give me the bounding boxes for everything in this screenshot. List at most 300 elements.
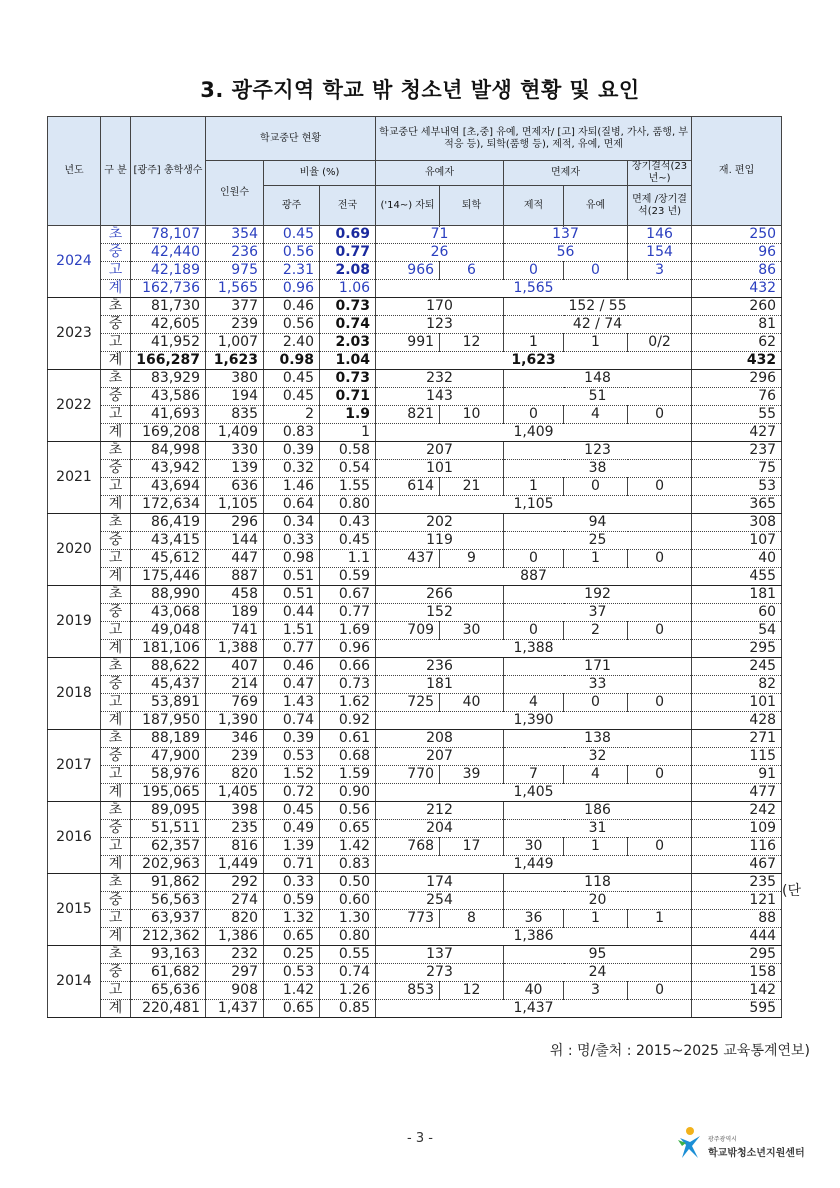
table-row (48, 1000, 782, 1018)
gwangju-ratio-cell: 1.52 (264, 766, 320, 784)
national-ratio-cell: 1.69 (320, 622, 376, 640)
header-voluntary: ('14~) 자퇴 (376, 186, 440, 226)
category-cell: 고 (101, 622, 131, 640)
exempt-long-cell: 0 (628, 406, 692, 424)
national-ratio-cell: 0.77 (320, 244, 376, 262)
gwangju-ratio-cell: 0.51 (264, 586, 320, 604)
category-cell: 중 (101, 244, 131, 262)
gwangju-ratio-cell: 0.45 (264, 802, 320, 820)
reenroll-cell: 75 (692, 460, 782, 478)
removed-cell: 4 (504, 694, 564, 712)
reenroll-cell: 142 (692, 982, 782, 1000)
reenroll-cell: 237 (692, 442, 782, 460)
enrolled-cell: 41,693 (131, 406, 206, 424)
category-cell: 고 (101, 982, 131, 1000)
table-row (48, 622, 782, 640)
table-row (48, 712, 782, 730)
enrolled-cell: 43,586 (131, 388, 206, 406)
unit-fragment: (단 (782, 883, 801, 899)
gwangju-ratio-cell: 0.47 (264, 676, 320, 694)
gwangju-ratio-cell: 0.33 (264, 874, 320, 892)
enrolled-cell: 91,862 (131, 874, 206, 892)
deferred-cell: 207 (376, 748, 504, 766)
exempt-cell: 33 (504, 676, 692, 694)
detail-sum-cell: 1,449 (376, 856, 692, 874)
header-long-absence: 장기결석(23년~) (628, 161, 692, 186)
count-cell: 239 (206, 316, 264, 334)
deferral-cell: 1 (564, 838, 628, 856)
expelled-cell: 6 (440, 262, 504, 280)
count-cell: 292 (206, 874, 264, 892)
count-cell: 908 (206, 982, 264, 1000)
national-ratio-cell: 1.42 (320, 838, 376, 856)
count-cell: 1,449 (206, 856, 264, 874)
table-row (48, 460, 782, 478)
category-cell: 중 (101, 820, 131, 838)
table-row (48, 658, 782, 676)
voluntary-cell: 614 (376, 478, 440, 496)
category-cell: 중 (101, 676, 131, 694)
reenroll-cell: 235 (692, 874, 782, 892)
category-cell: 초 (101, 658, 131, 676)
voluntary-cell: 821 (376, 406, 440, 424)
exempt-cell: 94 (504, 514, 692, 532)
national-ratio-cell: 1.9 (320, 406, 376, 424)
count-cell: 741 (206, 622, 264, 640)
national-ratio-cell: 1 (320, 424, 376, 442)
gwangju-ratio-cell: 0.65 (264, 1000, 320, 1018)
table-row (48, 406, 782, 424)
category-cell: 중 (101, 892, 131, 910)
enrolled-cell: 169,208 (131, 424, 206, 442)
deferral-cell: 2 (564, 622, 628, 640)
deferral-cell: 4 (564, 406, 628, 424)
table-row (48, 820, 782, 838)
deferred-cell: 170 (376, 298, 504, 316)
header-count: 인원수 (206, 161, 264, 226)
removed-cell: 0 (504, 406, 564, 424)
national-ratio-cell: 0.80 (320, 928, 376, 946)
gwangju-ratio-cell: 0.39 (264, 442, 320, 460)
reenroll-cell: 101 (692, 694, 782, 712)
enrolled-cell: 88,189 (131, 730, 206, 748)
exempt-cell: 51 (504, 388, 692, 406)
exempt-long-cell: 0 (628, 982, 692, 1000)
enrolled-cell: 84,998 (131, 442, 206, 460)
voluntary-cell: 709 (376, 622, 440, 640)
gwangju-ratio-cell: 0.46 (264, 658, 320, 676)
count-cell: 214 (206, 676, 264, 694)
national-ratio-cell: 0.74 (320, 316, 376, 334)
deferred-cell: 266 (376, 586, 504, 604)
exempt-long-cell: 0 (628, 838, 692, 856)
enrolled-cell: 47,900 (131, 748, 206, 766)
header-category: 구 분 (101, 117, 131, 226)
category-cell: 초 (101, 586, 131, 604)
reenroll-cell: 427 (692, 424, 782, 442)
gwangju-ratio-cell: 0.96 (264, 280, 320, 298)
category-cell: 계 (101, 856, 131, 874)
reenroll-cell: 444 (692, 928, 782, 946)
table-row (48, 946, 782, 964)
national-ratio-cell: 2.08 (320, 262, 376, 280)
page-number: - 3 - (407, 1131, 433, 1146)
expelled-cell: 8 (440, 910, 504, 928)
deferral-cell: 0 (564, 478, 628, 496)
enrolled-cell: 58,976 (131, 766, 206, 784)
youth-center-logo-icon (676, 1126, 704, 1160)
deferral-cell: 0 (564, 694, 628, 712)
table-row (48, 352, 782, 370)
gwangju-ratio-cell: 0.34 (264, 514, 320, 532)
enrolled-cell: 220,481 (131, 1000, 206, 1018)
national-ratio-cell: 1.1 (320, 550, 376, 568)
deferred-cell: 137 (376, 946, 504, 964)
category-cell: 고 (101, 550, 131, 568)
reenroll-cell: 455 (692, 568, 782, 586)
exempt-long-cell: 0 (628, 550, 692, 568)
removed-cell: 0 (504, 550, 564, 568)
reenroll-cell: 250 (692, 226, 782, 244)
exempt-cell: 31 (504, 820, 692, 838)
national-ratio-cell: 1.04 (320, 352, 376, 370)
reenroll-cell: 121 (692, 892, 782, 910)
table-row (48, 316, 782, 334)
reenroll-cell: 477 (692, 784, 782, 802)
category-cell: 초 (101, 298, 131, 316)
detail-sum-cell: 1,390 (376, 712, 692, 730)
enrolled-cell: 81,730 (131, 298, 206, 316)
gwangju-ratio-cell: 2.31 (264, 262, 320, 280)
count-cell: 1,388 (206, 640, 264, 658)
expelled-cell: 21 (440, 478, 504, 496)
national-ratio-cell: 0.59 (320, 568, 376, 586)
enrolled-cell: 187,950 (131, 712, 206, 730)
gwangju-ratio-cell: 0.53 (264, 964, 320, 982)
enrolled-cell: 86,419 (131, 514, 206, 532)
voluntary-cell: 768 (376, 838, 440, 856)
count-cell: 1,623 (206, 352, 264, 370)
reenroll-cell: 60 (692, 604, 782, 622)
national-ratio-cell: 0.50 (320, 874, 376, 892)
national-ratio-cell: 0.61 (320, 730, 376, 748)
exempt-cell: 56 (504, 244, 628, 262)
header-ratio: 비율 (%) (264, 161, 376, 186)
reenroll-cell: 76 (692, 388, 782, 406)
count-cell: 346 (206, 730, 264, 748)
national-ratio-cell: 0.73 (320, 676, 376, 694)
gwangju-ratio-cell: 0.56 (264, 316, 320, 334)
reenroll-cell: 295 (692, 640, 782, 658)
count-cell: 1,007 (206, 334, 264, 352)
national-ratio-cell: 0.71 (320, 388, 376, 406)
category-cell: 계 (101, 928, 131, 946)
removed-cell: 1 (504, 334, 564, 352)
enrolled-cell: 42,189 (131, 262, 206, 280)
expelled-cell: 17 (440, 838, 504, 856)
table-row (48, 838, 782, 856)
enrolled-cell: 62,357 (131, 838, 206, 856)
logo-main-text: 학교밖청소년지원센터 (708, 1148, 805, 1159)
gwangju-ratio-cell: 0.65 (264, 928, 320, 946)
national-ratio-cell: 0.80 (320, 496, 376, 514)
national-ratio-cell: 2.03 (320, 334, 376, 352)
enrolled-cell: 53,891 (131, 694, 206, 712)
count-cell: 636 (206, 478, 264, 496)
page-title: 3. 광주지역 학교 밖 청소년 발생 현황 및 요인 (200, 78, 640, 102)
removed-cell: 36 (504, 910, 564, 928)
reenroll-cell: 296 (692, 370, 782, 388)
reenroll-cell: 260 (692, 298, 782, 316)
category-cell: 초 (101, 442, 131, 460)
expelled-cell: 12 (440, 334, 504, 352)
table-row (48, 586, 782, 604)
expelled-cell: 39 (440, 766, 504, 784)
reenroll-cell: 40 (692, 550, 782, 568)
deferred-cell: 236 (376, 658, 504, 676)
removed-cell: 7 (504, 766, 564, 784)
header-details: 학교중단 세부내역 [초,중] 유예, 면제자/ [고] 자퇴(질병, 가사, 품행, 부적응 등), 퇴학(품행 등), 제적, 유예, 면제 (376, 117, 692, 161)
exempt-cell: 148 (504, 370, 692, 388)
gwangju-ratio-cell: 2 (264, 406, 320, 424)
gwangju-ratio-cell: 0.32 (264, 460, 320, 478)
reenroll-cell: 115 (692, 748, 782, 766)
deferred-cell: 174 (376, 874, 504, 892)
table-row (48, 964, 782, 982)
gwangju-ratio-cell: 0.64 (264, 496, 320, 514)
deferred-cell: 123 (376, 316, 504, 334)
expelled-cell: 9 (440, 550, 504, 568)
count-cell: 1,565 (206, 280, 264, 298)
gwangju-ratio-cell: 0.77 (264, 640, 320, 658)
table-row (48, 604, 782, 622)
enrolled-cell: 49,048 (131, 622, 206, 640)
year-cell: 2024 (48, 226, 101, 298)
count-cell: 820 (206, 766, 264, 784)
reenroll-cell: 432 (692, 280, 782, 298)
deferred-cell: 71 (376, 226, 504, 244)
reenroll-cell: 91 (692, 766, 782, 784)
category-cell: 중 (101, 388, 131, 406)
removed-cell: 0 (504, 622, 564, 640)
deferred-cell: 152 (376, 604, 504, 622)
national-ratio-cell: 0.83 (320, 856, 376, 874)
enrolled-cell: 65,636 (131, 982, 206, 1000)
count-cell: 144 (206, 532, 264, 550)
reenroll-cell: 88 (692, 910, 782, 928)
table-row (48, 856, 782, 874)
voluntary-cell: 725 (376, 694, 440, 712)
source-note: 위 : 명/출처 : 2015~2025 교육통계연보) (549, 1043, 810, 1059)
enrolled-cell: 172,634 (131, 496, 206, 514)
detail-sum-cell: 1,386 (376, 928, 692, 946)
enrolled-cell: 175,446 (131, 568, 206, 586)
table-row (48, 568, 782, 586)
enrolled-cell: 41,952 (131, 334, 206, 352)
enrolled-cell: 63,937 (131, 910, 206, 928)
exempt-cell: 24 (504, 964, 692, 982)
deferred-cell: 202 (376, 514, 504, 532)
national-ratio-cell: 0.77 (320, 604, 376, 622)
exempt-cell: 123 (504, 442, 692, 460)
count-cell: 835 (206, 406, 264, 424)
reenroll-cell: 595 (692, 1000, 782, 1018)
deferred-cell: 204 (376, 820, 504, 838)
national-ratio-cell: 0.68 (320, 748, 376, 766)
deferral-cell: 1 (564, 910, 628, 928)
reenroll-cell: 81 (692, 316, 782, 334)
voluntary-cell: 991 (376, 334, 440, 352)
reenroll-cell: 55 (692, 406, 782, 424)
header-removed: 제적 (504, 186, 564, 226)
count-cell: 139 (206, 460, 264, 478)
enrolled-cell: 45,612 (131, 550, 206, 568)
count-cell: 820 (206, 910, 264, 928)
reenroll-cell: 245 (692, 658, 782, 676)
category-cell: 계 (101, 640, 131, 658)
national-ratio-cell: 0.65 (320, 820, 376, 838)
gwangju-ratio-cell: 2.40 (264, 334, 320, 352)
category-cell: 고 (101, 478, 131, 496)
long-absence-cell: 146 (628, 226, 692, 244)
category-cell: 중 (101, 748, 131, 766)
expelled-cell: 12 (440, 982, 504, 1000)
category-cell: 초 (101, 370, 131, 388)
exempt-long-cell: 0 (628, 766, 692, 784)
count-cell: 1,437 (206, 1000, 264, 1018)
reenroll-cell: 432 (692, 352, 782, 370)
deferred-cell: 273 (376, 964, 504, 982)
count-cell: 769 (206, 694, 264, 712)
category-cell: 중 (101, 604, 131, 622)
category-cell: 계 (101, 280, 131, 298)
gwangju-ratio-cell: 0.25 (264, 946, 320, 964)
center-logo (676, 1124, 826, 1164)
table-row (48, 226, 782, 244)
enrolled-cell: 181,106 (131, 640, 206, 658)
count-cell: 296 (206, 514, 264, 532)
year-cell: 2020 (48, 514, 101, 586)
national-ratio-cell: 0.73 (320, 298, 376, 316)
table-row (48, 424, 782, 442)
year-cell: 2018 (48, 658, 101, 730)
count-cell: 816 (206, 838, 264, 856)
header-exempt-long: 면제 /장기결석(23 년) (628, 186, 692, 226)
year-cell: 2017 (48, 730, 101, 802)
table-row (48, 478, 782, 496)
exempt-cell: 95 (504, 946, 692, 964)
exempt-long-cell: 0 (628, 478, 692, 496)
exempt-long-cell: 0 (628, 694, 692, 712)
enrolled-cell: 202,963 (131, 856, 206, 874)
deferred-cell: 208 (376, 730, 504, 748)
enrolled-cell: 78,107 (131, 226, 206, 244)
removed-cell: 30 (504, 838, 564, 856)
exempt-cell: 152 / 55 (504, 298, 692, 316)
reenroll-cell: 82 (692, 676, 782, 694)
exempt-long-cell: 1 (628, 910, 692, 928)
deferred-cell: 181 (376, 676, 504, 694)
table-row (48, 514, 782, 532)
reenroll-cell: 107 (692, 532, 782, 550)
removed-cell: 1 (504, 478, 564, 496)
voluntary-cell: 770 (376, 766, 440, 784)
gwangju-ratio-cell: 0.56 (264, 244, 320, 262)
gwangju-ratio-cell: 0.71 (264, 856, 320, 874)
gwangju-ratio-cell: 1.39 (264, 838, 320, 856)
header-exempt: 면제자 (504, 161, 628, 186)
category-cell: 고 (101, 838, 131, 856)
gwangju-ratio-cell: 0.98 (264, 352, 320, 370)
gwangju-ratio-cell: 0.98 (264, 550, 320, 568)
removed-cell: 0 (504, 262, 564, 280)
national-ratio-cell: 0.43 (320, 514, 376, 532)
category-cell: 계 (101, 1000, 131, 1018)
exempt-cell: 20 (504, 892, 692, 910)
table-row (48, 676, 782, 694)
header-deferred: 유예자 (376, 161, 504, 186)
header-expelled: 퇴학 (440, 186, 504, 226)
exempt-cell: 42 / 74 (504, 316, 692, 334)
header-enrolled: [광주] 총학생수 (131, 117, 206, 226)
table-row (48, 910, 782, 928)
category-cell: 초 (101, 514, 131, 532)
table-row (48, 244, 782, 262)
table-row (48, 442, 782, 460)
header-dropout-status: 학교중단 현황 (206, 117, 376, 161)
gwangju-ratio-cell: 0.33 (264, 532, 320, 550)
exempt-long-cell: 0/2 (628, 334, 692, 352)
reenroll-cell: 242 (692, 802, 782, 820)
category-cell: 초 (101, 730, 131, 748)
deferred-cell: 119 (376, 532, 504, 550)
gwangju-ratio-cell: 0.45 (264, 370, 320, 388)
voluntary-cell: 437 (376, 550, 440, 568)
table-row (48, 694, 782, 712)
detail-sum-cell: 1,565 (376, 280, 692, 298)
deferral-cell: 3 (564, 982, 628, 1000)
table-row (48, 892, 782, 910)
category-cell: 고 (101, 694, 131, 712)
reenroll-cell: 295 (692, 946, 782, 964)
year-cell: 2014 (48, 946, 101, 1018)
category-cell: 중 (101, 460, 131, 478)
national-ratio-cell: 0.69 (320, 226, 376, 244)
detail-sum-cell: 1,105 (376, 496, 692, 514)
category-cell: 중 (101, 964, 131, 982)
table-row (48, 640, 782, 658)
reenroll-cell: 271 (692, 730, 782, 748)
enrolled-cell: 166,287 (131, 352, 206, 370)
national-ratio-cell: 0.66 (320, 658, 376, 676)
year-cell: 2023 (48, 298, 101, 370)
national-ratio-cell: 0.92 (320, 712, 376, 730)
enrolled-cell: 43,942 (131, 460, 206, 478)
gwangju-ratio-cell: 0.46 (264, 298, 320, 316)
count-cell: 1,390 (206, 712, 264, 730)
deferred-cell: 101 (376, 460, 504, 478)
national-ratio-cell: 1.30 (320, 910, 376, 928)
detail-sum-cell: 1,409 (376, 424, 692, 442)
count-cell: 354 (206, 226, 264, 244)
national-ratio-cell: 0.54 (320, 460, 376, 478)
table-row (48, 784, 782, 802)
national-ratio-cell: 0.67 (320, 586, 376, 604)
national-ratio-cell: 0.56 (320, 802, 376, 820)
enrolled-cell: 93,163 (131, 946, 206, 964)
deferral-cell: 0 (564, 262, 628, 280)
header-gwangju: 광주 (264, 186, 320, 226)
